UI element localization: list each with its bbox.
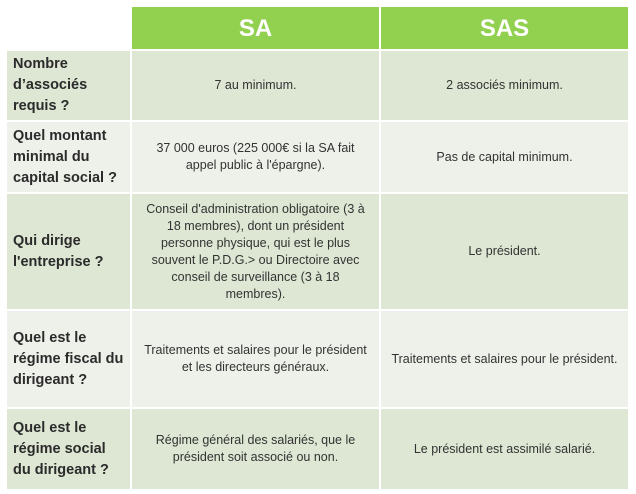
- sas-value: Le président.: [381, 194, 628, 309]
- header-sa: SA: [132, 7, 379, 49]
- comparison-table: [7, 7, 628, 491]
- sa-value: Régime général des salariés, que le président soit associé ou non.: [132, 409, 379, 489]
- row-question: Nombre d’associés requis ?: [7, 51, 130, 120]
- sa-value: 7 au minimum.: [132, 51, 379, 120]
- row-question: Quel est le régime social du dirigeant ?: [7, 409, 130, 489]
- header-sas: SAS: [381, 7, 628, 49]
- header-empty-cell: [7, 7, 130, 49]
- table-row: [7, 409, 628, 489]
- table-row: [7, 51, 628, 120]
- sas-value: Pas de capital minimum.: [381, 122, 628, 192]
- row-question: Qui dirige l'entreprise ?: [7, 194, 130, 309]
- sas-value: Traitements et salaires pour le président.: [381, 311, 628, 407]
- table-row: [7, 122, 628, 192]
- row-question: Quel montant minimal du capital social ?: [7, 122, 130, 192]
- sas-value: Le président est assimilé salarié.: [381, 409, 628, 489]
- table-header-row: [7, 7, 628, 49]
- sa-value: Conseil d'administration obligatoire (3 à 18 membres), dont un président personne physique, qui est le plus souvent le P.D.G.> ou Directoire avec conseil de surveillance (3 à 18 membres).: [132, 194, 379, 309]
- sa-value: Traitements et salaires pour le président et les directeurs généraux.: [132, 311, 379, 407]
- row-question: Quel est le régime fiscal du dirigeant ?: [7, 311, 130, 407]
- sa-value: 37 000 euros (225 000€ si la SA fait appel public à l'épargne).: [132, 122, 379, 192]
- sas-value: 2 associés minimum.: [381, 51, 628, 120]
- table-row: [7, 194, 628, 309]
- table-row: [7, 311, 628, 407]
